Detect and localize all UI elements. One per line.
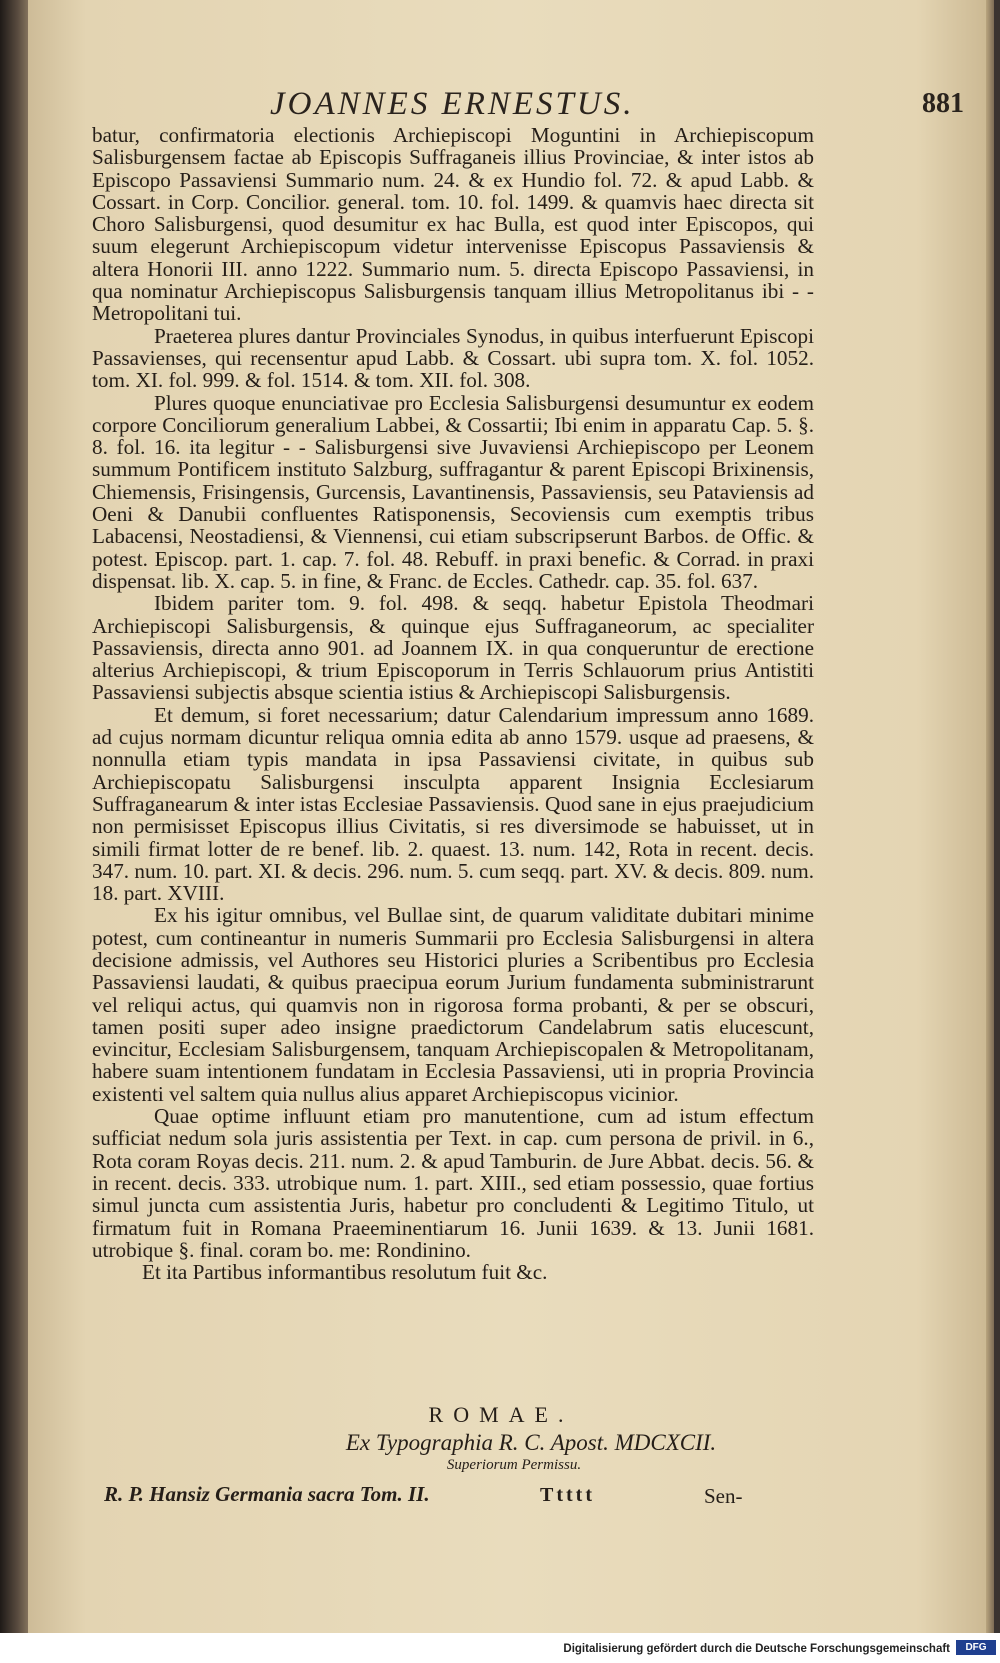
book-page xyxy=(28,0,994,1633)
imprint-permission: Superiorum Permissu. xyxy=(446,1457,582,1473)
page-header xyxy=(28,86,994,126)
closing-line: Et ita Partibus informantibus resolutum fuit &c. xyxy=(142,1260,548,1285)
running-head: JOANNES ERNESTUS. xyxy=(270,86,635,122)
digitization-strip xyxy=(0,1633,1000,1663)
catchword: Sen- xyxy=(704,1484,743,1508)
imprint xyxy=(28,1402,994,1474)
paragraph: batur, confirmatoria electionis Archiepiscopi Moguntini in Archiepiscopum Salisburgensem factae ab Episcopis Suffraganeis illius Provinciae, & inter istos ab Episcopo Passaviensi Summario num. 24. & ex Hundio fol. 72. & apud Labb. & Cossart. in Corp. Concilior. general. tom. 10. fol. 1499. & quamvis haec directa sit Choro Salisburgensi, quod desumitur ex hac Bulla, est quod inter Episcopos, qui suum elegerunt Archiepiscopum videtur intervenisse Episcopus Passaviensis & altera Honorii III. anno 1222. Summario num. 5. directa Episcopo Passaviensi, in qua nominatur Archiepiscopus Salisburgensis tanquam illius Metropolitanus ibi - - Metropolitani tui. xyxy=(92,123,814,326)
page-footer xyxy=(28,1482,994,1512)
book-binding-edge xyxy=(0,0,30,1633)
main-text xyxy=(92,124,814,1283)
signature-mark: Ttttt xyxy=(540,1484,595,1506)
paragraph: Plures quoque enunciativae pro Ecclesia Salisburgensi desumuntur ex eodem corpore Conciliorum generalium Labbei, & Cossartii; Ibi enim in apparatu Cap. 5. §. 8. fol. 16. ita legitur - - Salisburgensi sive Juvaviensi Archiepiscopo per Leonem summum Pontificem instituto Salzburg, suffragantur & parent Episcopi Brixinensis, Chiemensis, Frisingensis, Gurcensis, Lavantinensis, Passaviensis, seu Pataviensis ad Oeni & Danubii confluentes Ratisponensis, Secoviensis cum exemptis tribus Labacensi, Neostadiensi, & Viennensi, cui etiam subscripserunt Barbos. de Offic. & potest. Episcop. part. 1. cap. 7. fol. 48. Rebuff. in praxi benefic. & Corrad. in praxi dispensat. lib. X. cap. 5. in fine, & Franc. de Eccles. Cathedr. cap. 35. fol. 637. xyxy=(92,390,814,593)
paragraph: Praeterea plures dantur Provinciales Synodus, in quibus interfuerunt Episcopi Passavienses, qui recensentur apud Labb. & Cossart. ubi supra tom. X. fol. 1052. tom. XI. fol. 999. & fol. 1514. & tom. XII. fol. 308. xyxy=(92,323,814,393)
imprint-printer: Ex Typographia R. C. Apost. MDCXCII. xyxy=(345,1430,717,1455)
page-edge xyxy=(986,0,994,1633)
digitization-notice: Digitalisierung gefördert durch die Deutsche Forschungsgemeinschaft xyxy=(563,1643,950,1655)
paragraph: Et demum, si foret necessarium; datur Calendarium impressum anno 1689. ad cujus normam dicuntur reliqua omnia edita ab anno 1579. usque ad praesens, & nonnulla etiam typis mandata in ipsa Passaviensi civitate, in quibus sub Archiepiscopatu Salisburgensi insculpta apparent Insignia Ecclesiarum Suffraganearum & inter istas Ecclesiae Passaviensis. Quod sane in ejus praejudicium non permisisset Episcopus illius Civitatis, si res diversimode se habuisset, ut in simili firmat lotter de re benef. lib. 2. quaest. 13. num. 142, Rota in recent. decis. 347. num. 10. part. XI. & decis. 296. num. 5. cum seqq. part. XV. & decis. 809. num. 18. part. XVIII. xyxy=(92,702,814,906)
imprint-place: ROMAE. xyxy=(428,1402,574,1427)
paragraph: Ibidem pariter tom. 9. fol. 498. & seqq. habetur Epistola Theodmari Archiepiscopi Salisburgensis, & quinque ejus Suffraganeorum, ac specialiter Passaviensis, directa anno 901. ad Joannem IX. in qua conqueruntur de erectione alterius Archiepiscopi, & trium Episcoporum in Terris Schlauorum prius Antistiti Passaviensi subjectis absque scientia istius & Archiepiscopi Salisburgensis. xyxy=(92,591,814,705)
page-number: 881 xyxy=(922,88,964,119)
paragraph: Ex his igitur omnibus, vel Bullae sint, de quarum validitate dubitari minime potest, cum contineantur in numeris Summarii pro Ecclesia Salisburgensi in altera decisione admissis, vel Authores seu Historici pluries a Scribentibus pro Ecclesia Passaviensi laudati, & quibus praecipua eorum Jurium fundamenta subministrarunt vel reliqui actus, qui quamvis non in rigorosa forma probanti, & per se obscuri, tamen positi super adeo insigne praedictorum Candelabrum satis elucescunt, evincitur, Ecclesiam Salisburgensem, tanquam Archiepiscopalen & Metropolitanam, habere suam intentionem fundatam in Ecclesia Passaviensi, uti in propria Provincia existenti vel saltem quia nullus alius apparet Archiepiscopus vicinior. xyxy=(92,903,814,1106)
paragraph: Quae optime influunt etiam pro manutentione, cum ad istum effectum sufficiat nedum sola juris assistentia per Text. in cap. cum persona de privil. in 6., Rota coram Royas decis. 211. num. 2. & apud Tamburin. de Jure Abbat. decis. 56. & in recent. decis. 333. utrobique num. 1. part. XIII., sed etiam possessio, quae fortius simul juncta cum assistentia Juris, habetur pro concludenti & Legitimo Titulo, ut firmatum fuit in Romana Praeeminentiarum 16. Junii 1639. & 13. Junii 1681. utrobique §. final. coram bo. me: Rondinino. xyxy=(92,1104,814,1262)
footer-citation: R. P. Hansiz Germania sacra Tom. II. xyxy=(104,1482,430,1506)
dfg-logo: DFG xyxy=(956,1640,996,1655)
